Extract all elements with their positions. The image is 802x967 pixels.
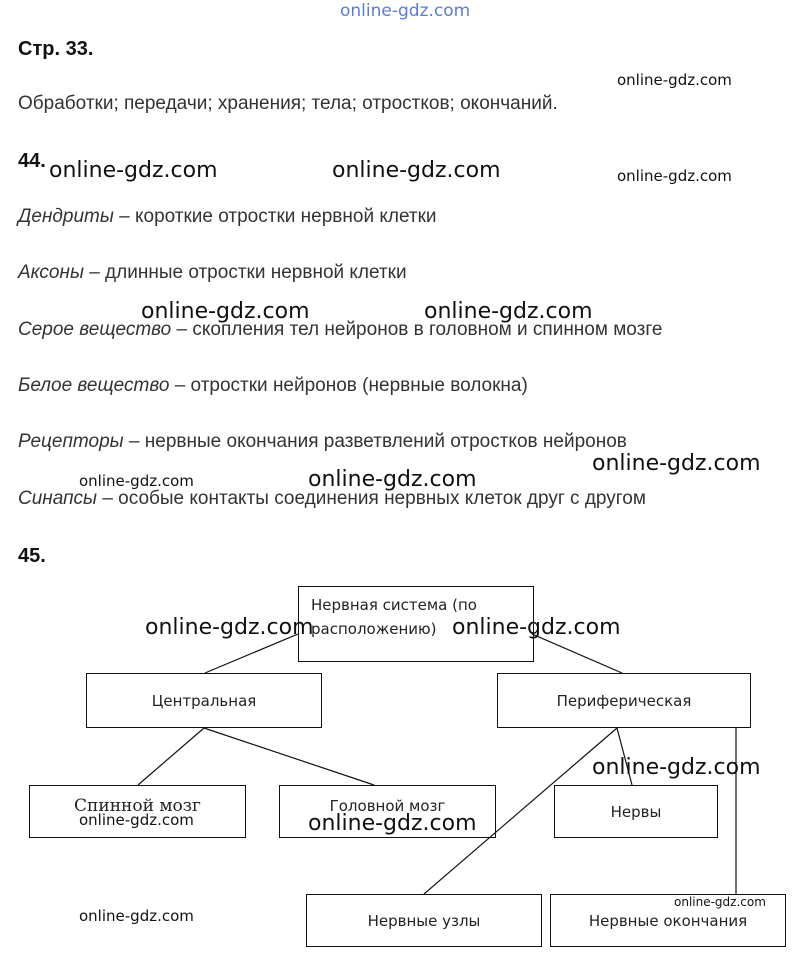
definition-term: Аксоны [18,262,84,283]
watermark: online-gdz.com [617,167,732,185]
node-ganglia: Нервные узлы [306,894,542,947]
node-central: Центральная [86,673,322,728]
definition-term: Синапсы [18,488,98,509]
watermark: online-gdz.com [145,615,314,640]
task-44-number: 44. [18,150,46,172]
definition-text: – длинные отростки нервной клетки [83,262,407,283]
watermark: online-gdz.com [79,472,194,490]
watermark: online-gdz.com [308,811,477,836]
watermark: online-gdz.com [424,299,593,324]
watermark: online-gdz.com [332,158,501,183]
watermark: online-gdz.com [617,71,732,89]
answer-line: Обработки; передачи; хранения; тела; отростков; окончаний. [18,93,558,114]
definition-text: – короткие отростки нервной клетки [113,206,437,227]
watermark: online-gdz.com [49,158,218,183]
page-heading: Стр. 33. [18,38,94,60]
watermark: online-gdz.com [452,615,621,640]
connector-central-brain [204,728,374,785]
connector-central-spinal [138,728,204,785]
node-brain: Головной мозг [279,785,496,838]
definition-text: – отростки нейронов (нервные волокна) [169,375,528,396]
node-nerve-endings: Нервные окончания [550,894,786,947]
node-spinal-cord: Спинной мозг [29,785,246,838]
definition-term: Белое вещество [18,375,170,396]
watermark: online-gdz.com [592,451,761,476]
watermark: online-gdz.com [79,811,194,829]
definition-text: – скопления тел нейронов в головном и спинном мозге [171,319,663,340]
definition-term: Серое вещество [18,319,172,340]
watermark: online-gdz.com [141,299,310,324]
definition-text: – особые контакты соединения нервных клеток друг с другом [97,488,646,509]
watermark: online-gdz.com [79,907,194,925]
definition-term: Дендриты [18,206,114,227]
node-nervous-system: Нервная система (по расположению) [298,586,534,662]
node-peripheral: Периферическая [497,673,751,728]
task-45-number: 45. [18,545,46,567]
definition-term: Рецепторы [18,431,124,452]
watermark: online-gdz.com [674,895,766,909]
watermark: online-gdz.com [308,467,477,492]
node-nerves: Нервы [554,785,718,838]
definition-text: – нервные окончания разветвлений отростков нейронов [123,431,627,452]
watermark: online-gdz.com [592,755,761,780]
watermark-top: online-gdz.com [340,1,471,21]
